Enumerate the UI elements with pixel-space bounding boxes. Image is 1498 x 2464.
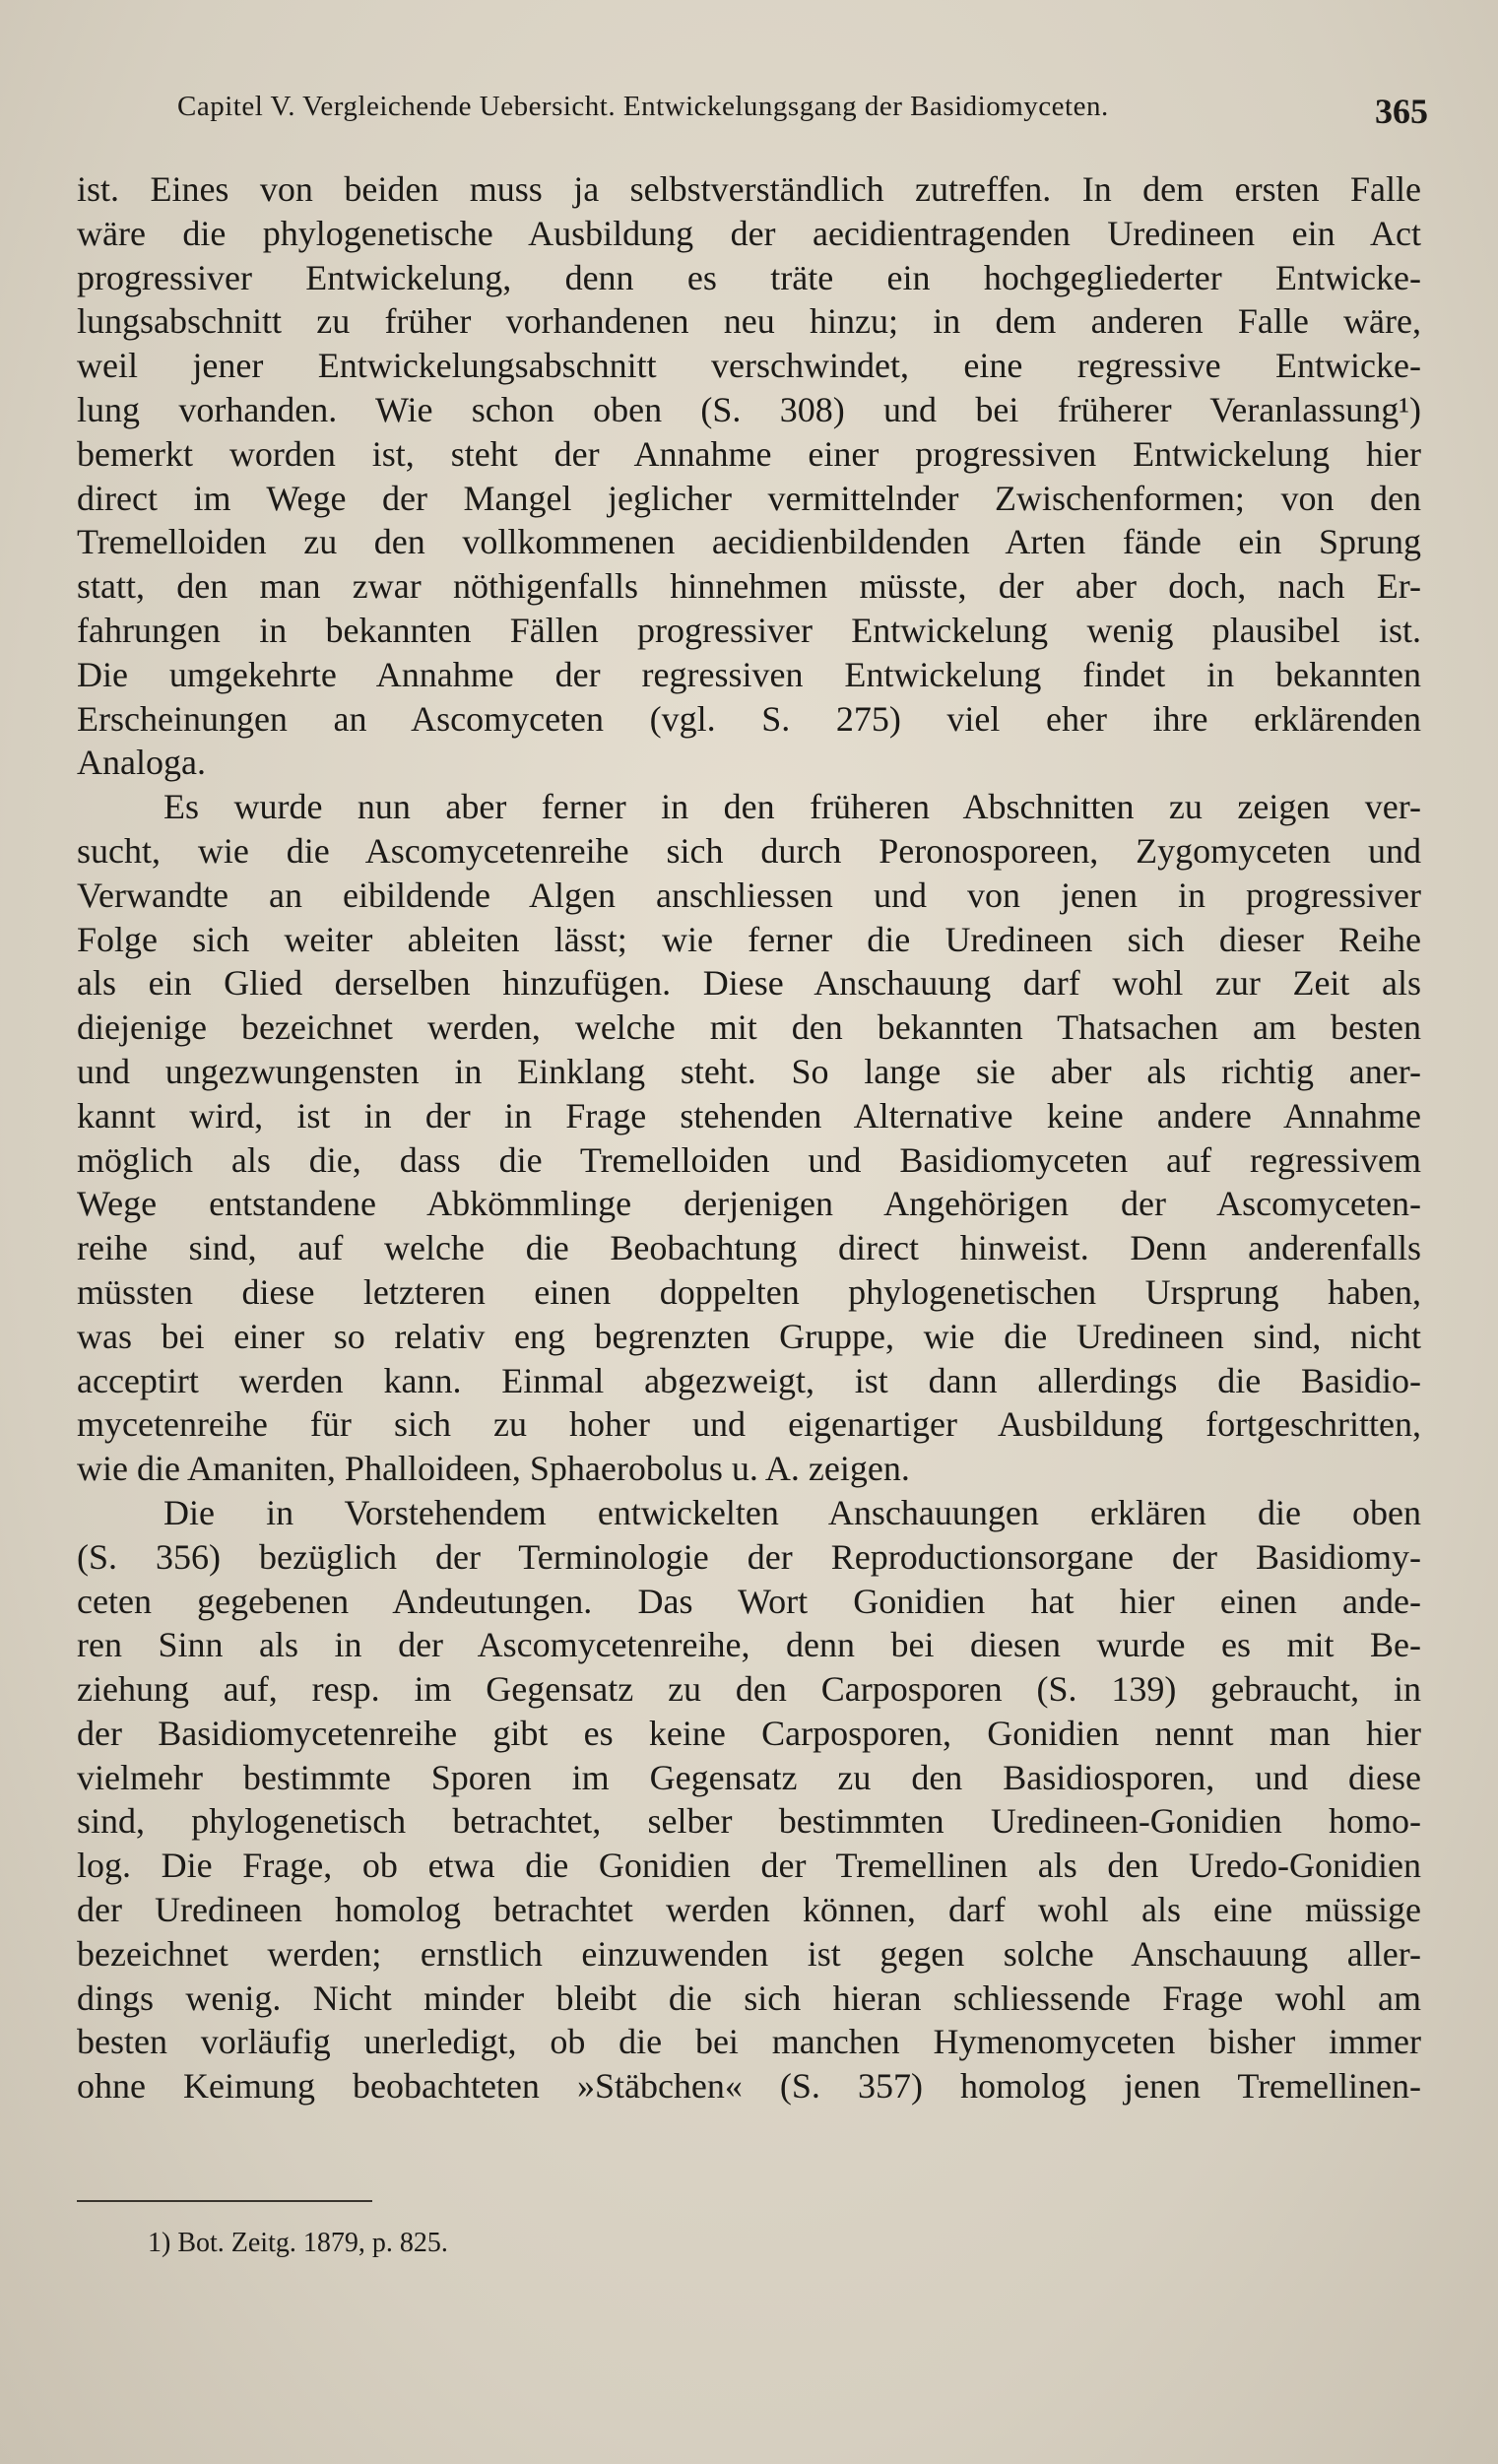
text-line: Analoga.	[77, 743, 206, 783]
text-line: weil jener Entwickelungsabschnitt verschwindet, eine regressive Entwicke-	[77, 346, 1421, 386]
text-line: möglich als die, dass die Tremelloiden und Basidiomyceten auf regressivem	[77, 1139, 1421, 1180]
text-line: Tremelloiden zu den vollkommenen aecidienbildenden Arten fände ein Sprung	[77, 522, 1421, 562]
text-line: direct im Wege der Mangel jeglicher vermittelnder Zwischenformen; von den	[77, 478, 1421, 518]
text-line: was bei einer so relativ eng begrenzten Gruppe, wie die Uredineen sind, nicht	[77, 1316, 1421, 1356]
text-line: wie die Amaniten, Phalloideen, Sphaerobolus u. A. zeigen.	[77, 1449, 910, 1489]
text-line: (S. 356) bezüglich der Terminologie der Reproductionsorgane der Basidiomy-	[77, 1536, 1421, 1577]
text-line: lungsabschnitt zu früher vorhandenen neu hinzu; in dem anderen Falle wäre,	[77, 301, 1421, 342]
footnote: 1) Bot. Zeitg. 1879, p. 825.	[148, 2228, 448, 2258]
text-line: sucht, wie die Ascomycetenreihe sich durch Peronosporeen, Zygomyceten und	[77, 830, 1421, 871]
text-line: kannt wird, ist in der in Frage stehenden Alternative keine andere Annahme	[77, 1095, 1421, 1135]
text-line: Folge sich weiter ableiten lässt; wie ferner die Uredineen sich dieser Reihe	[77, 919, 1421, 959]
body-text	[77, 167, 1421, 2108]
text-line: progressiver Entwickelung, denn es träte ein hochgegliederter Entwicke-	[77, 257, 1421, 297]
text-line: ist. Eines von beiden muss ja selbstverständlich zutreffen. In dem ersten Falle	[77, 169, 1421, 209]
text-line: ziehung auf, resp. im Gegensatz zu den Carposporen (S. 139) gebraucht, in	[77, 1669, 1421, 1710]
text-line: sind, phylogenetisch betrachtet, selber bestimmten Uredineen-Gonidien homo-	[77, 1801, 1421, 1842]
page-number: 365	[1375, 92, 1428, 131]
text-line: diejenige bezeichnet werden, welche mit den bekannten Thatsachen am besten	[77, 1007, 1421, 1048]
text-line: lung vorhanden. Wie schon oben (S. 308) und bei früherer Veranlassung¹)	[77, 389, 1421, 429]
text-line: Erscheinungen an Ascomyceten (vgl. S. 275) viel eher ihre erklärenden	[77, 698, 1421, 739]
text-line: fahrungen in bekannten Fällen progressiver Entwickelung wenig plausibel ist.	[77, 610, 1421, 650]
text-line: Die in Vorstehendem entwickelten Anschauungen erklären die oben	[163, 1492, 1421, 1532]
text-line: statt, den man zwar nöthigenfalls hinnehmen müsste, der aber doch, nach Er-	[77, 566, 1421, 607]
text-line: vielmehr bestimmte Sporen im Gegensatz zu den Basidiosporen, und diese	[77, 1757, 1421, 1797]
text-line: Verwandte an eibildende Algen anschliessen und von jenen in progressiver	[77, 875, 1421, 915]
text-line: der Basidiomycetenreihe gibt es keine Carposporen, Gonidien nennt man hier	[77, 1713, 1421, 1753]
text-line: acceptirt werden kann. Einmal abgezweigt, ist dann allerdings die Basidio-	[77, 1360, 1421, 1400]
text-line: wäre die phylogenetische Ausbildung der aecidientragenden Uredineen ein Act	[77, 213, 1421, 253]
text-line: Wege entstandene Abkömmlinge derjenigen Angehörigen der Ascomyceten-	[77, 1184, 1421, 1224]
running-title: Capitel V. Vergleichende Uebersicht. Entwickelungsgang der Basidiomyceten.	[177, 91, 1109, 122]
text-line: ren Sinn als in der Ascomycetenreihe, denn bei diesen wurde es mit Be-	[77, 1625, 1421, 1665]
page-header	[177, 91, 1428, 150]
text-line: müssten diese letzteren einen doppelten phylogenetischen Ursprung haben,	[77, 1271, 1421, 1312]
text-line: ohne Keimung beobachteten »Stäbchen« (S. 357) homolog jenen Tremellinen-	[77, 2066, 1421, 2107]
text-line: als ein Glied derselben hinzufügen. Diese Anschauung darf wohl zur Zeit als	[77, 963, 1421, 1004]
text-line: besten vorläufig unerledigt, ob die bei manchen Hymenomyceten bisher immer	[77, 2022, 1421, 2062]
text-line: Es wurde nun aber ferner in den früheren Abschnitten zu zeigen ver-	[163, 787, 1421, 827]
text-line: ceten gegebenen Andeutungen. Das Wort Gonidien hat hier einen ande-	[77, 1581, 1421, 1621]
text-line: bemerkt worden ist, steht der Annahme einer progressiven Entwickelung hier	[77, 433, 1421, 474]
text-line: log. Die Frage, ob etwa die Gonidien der Tremellinen als den Uredo-Gonidien	[77, 1846, 1421, 1886]
text-line: der Uredineen homolog betrachtet werden können, darf wohl als eine müssige	[77, 1890, 1421, 1930]
text-line: reihe sind, auf welche die Beobachtung direct hinweist. Denn anderenfalls	[77, 1228, 1421, 1268]
text-line: mycetenreihe für sich zu hoher und eigenartiger Ausbildung fortgeschritten,	[77, 1404, 1421, 1445]
text-line: Die umgekehrte Annahme der regressiven Entwickelung findet in bekannten	[77, 654, 1421, 694]
text-line: bezeichnet werden; ernstlich einzuwenden ist gegen solche Anschauung aller-	[77, 1933, 1421, 1974]
footnote-divider	[77, 2200, 372, 2202]
text-line: und ungezwungensten in Einklang steht. So lange sie aber als richtig aner-	[77, 1051, 1421, 1091]
text-line: dings wenig. Nicht minder bleibt die sich hieran schliessende Frage wohl am	[77, 1978, 1421, 2018]
